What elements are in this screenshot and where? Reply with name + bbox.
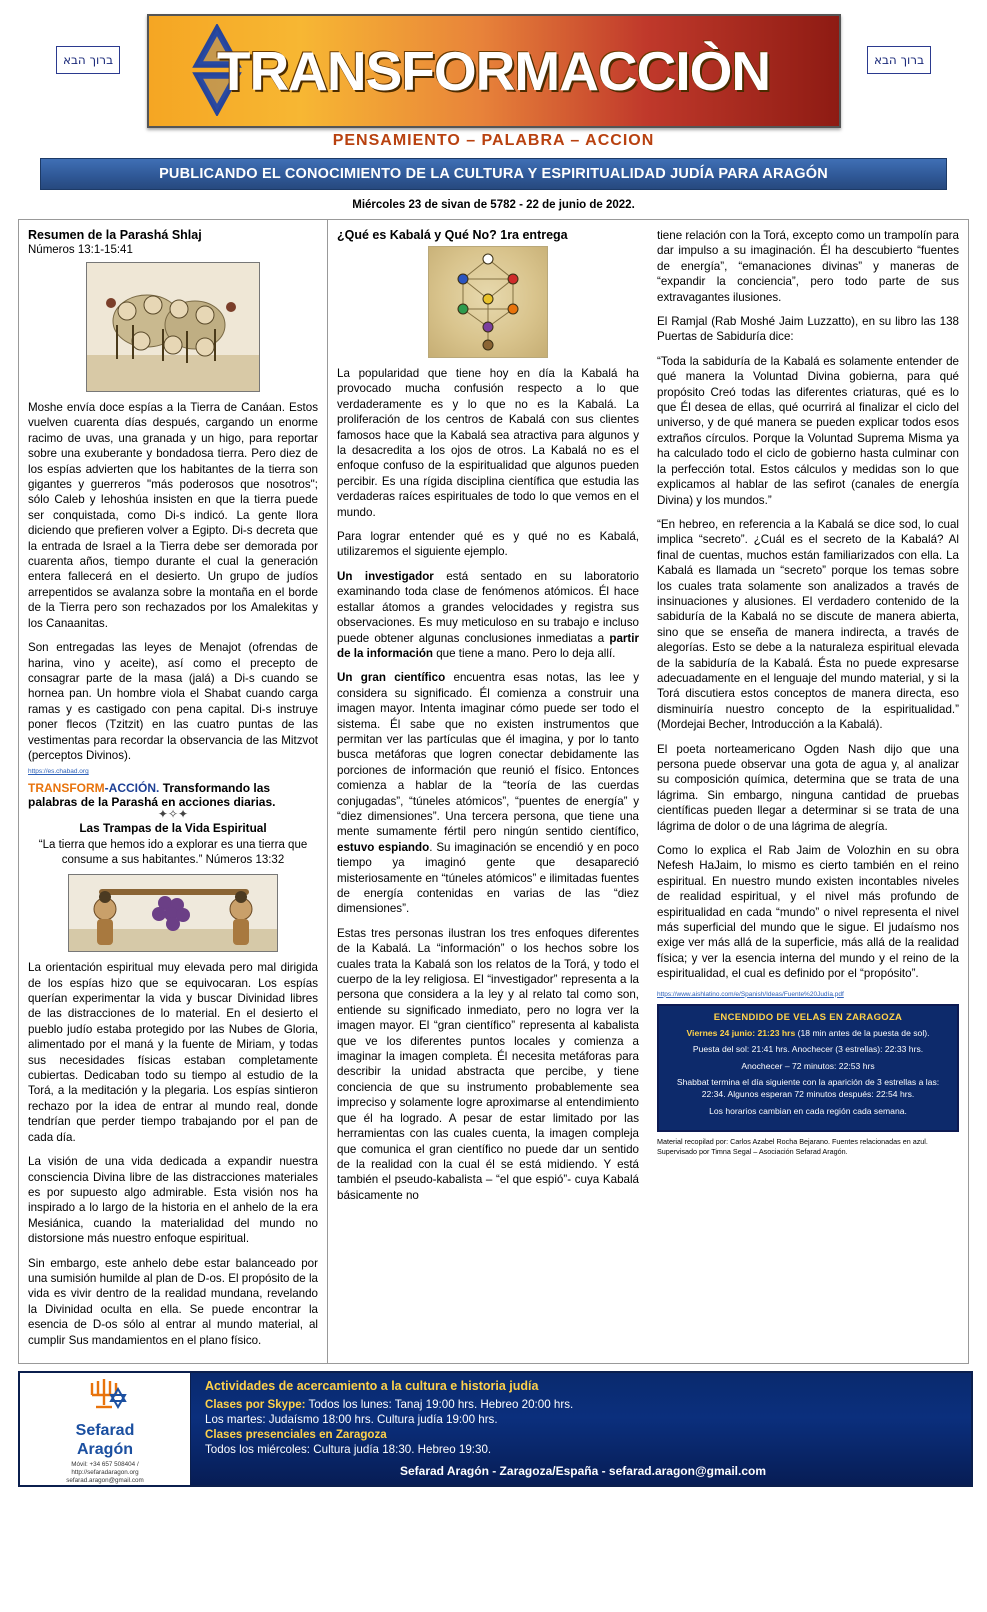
kabbalah-heading: ¿Qué es Kabalá y Qué No? 1ra entrega [337, 228, 568, 242]
footer-line-2: Los martes: Judaísmo 18:00 hrs. Cultura judía 19:00 hrs. [205, 1413, 498, 1427]
footer-banner [18, 1371, 973, 1487]
transformaccion-rest: Transformando las palabras de la Parashá en acciones diarias. [28, 781, 276, 810]
scientist-text: encuentra esas notas, las lee y considera su significado. Él comienza a construir una imagen mayor. Intenta imaginar cómo puede ser todo el sistema. Él sabe que no existen instrumentos que permitan ver las partículas que él imagina, y por lo tanto busca metáforas que logren conectar debidamente las porciones de información que reunió el físico. Entonces comienza a hablar de la “teoría de las cuerdas conjugadas”, “túneles atómicos”, “puentes de energía” y “diez dimensiones”. Una tercera persona, que tiene una mente sumamente fértil pero ningún sentido científico, [337, 671, 639, 839]
credits-block [657, 1137, 959, 1156]
investigator-lead: Un investigador [337, 569, 434, 583]
candle-line-1 [667, 1028, 949, 1040]
logo-website[interactable]: http://sefaradaragon.org [71, 1468, 139, 1476]
column-kabbalah [328, 219, 648, 1364]
sefarad-logo [20, 1373, 191, 1485]
candle-line-3: Anochecer – 72 minutos: 22:53 hrs [741, 1060, 875, 1071]
candle-line-2: Puesta del sol: 21:41 hrs. Anochecer (3 estrellas): 22:33 hrs. [692, 1044, 924, 1055]
cont-paragraph-6: Como lo explica el Rab Jaim de Volozhin en su obra Nefesh HaJaim, lo mismo es cierto también en el reino espiritual. En nuestro mundo existen incontables niveles de realidad espiritual, y el nivel más profundo de espiritualidad en cada “mundo” o nivel representa el nivel más superficial del mundo que le sigue. El judaísmo nos exige ver más allá de la superficie, más allá de la realidad física; y ver la esencia interna del mundo y el reino de la espiritualidad, el cual es definido por el “propósito”. [657, 844, 959, 981]
trap-paragraph-2: La visión de una vida dedicada a expandir nuestra consciencia Divina libre de las distracciones materiales es por supuesto algo admirable. Esta visión nos ha inspirado a lo largo de la historia en el anhelo de la era Mesiánica, cuando la materialidad del mundo no distorsione más nuestro enfoque espiritual. [28, 1155, 318, 1246]
logo-name-line2: Aragón [77, 1440, 133, 1458]
candle-line-4: Shabbat termina el día siguiente con la aparición de 3 estrellas a las: 22:34. Algunos esperan 72 minutos después: 22:54 hrs. [676, 1077, 940, 1100]
tree-of-life-illustration [428, 246, 548, 358]
parasha-source-link[interactable]: https://es.chabad.org [28, 768, 89, 776]
kabbalah-paragraph-3 [337, 569, 639, 661]
candle-time: 21:23 hrs [755, 1027, 796, 1038]
parasha-paragraph-1: Moshe envía doce espías a la Tierra de Canáan. Estos vuelven cuarenta días después, cargando un enorme racimo de uvas, una granada y un higo, para reportar sobre una exuberante y bondadosa tierra. Pero diez de los espías advierten que los habitantes de la tierra son gigantes y guerreros "más poderosos que nosotros"; sólo Caleb y Iehoshúa insisten en que la tierra puede ser conquistada, como Di-s indicó. La gente llora diciendo que prefieren volver a Egipto. Di-s decreta que la entrada de Israel a la Tierra debe ser demorada por cuarenta años, tiempo durante el cual la generación entera fallecerá en el desierto. Un grupo de judíos arrepentidos se avalanza sobre la montaña en el borde de la Tierra pero son rechazados por los Amalekitas y los Canaanitas. [28, 401, 318, 630]
publication-title: TRANSFORMACCIÒN [216, 40, 771, 102]
candle-lighting-box [657, 1004, 959, 1133]
candle-day: Viernes 24 junio: [686, 1027, 756, 1038]
skype-label: Clases por Skype: [205, 1397, 306, 1411]
parasha-paragraph-2: Son entregadas las leyes de Menajot (ofrendas de harina, vino y aceite), así como el precepto de consagrar parte de la masa (jalá) a Di-s cuando se hornea pan. Un hombre viola el Shabat cuando carga ramas y es castigado con pena capital. Di-s instruye poner flecos (Tzitzit) en las cuatro puntas de las vestimentas para recordar la observancia de las Mitzvot (perceptos Divinos). [28, 641, 318, 762]
mission-bar-text: PUBLICANDO EL CONOCIMIENTO DE LA CULTURA Y ESPIRITUALIDAD JUDÍA PARA ARAGÓN [159, 166, 828, 182]
investigator-end: que tiene a mano. Pero lo deja allí. [433, 646, 616, 660]
credit-line-2: Supervisado por Timna Segal – Asociación Sefarad Aragón. [657, 1146, 848, 1156]
newsletter-page [0, 12, 987, 1612]
kabbalah-paragraph-5: Estas tres personas ilustran los tres enfoques diferentes de la Kabalá. La “información” o los hechos sobre los cuales trata la Kabalá son los relatos de la Torá, y todo el cuerpo de la ley religiosa. El “investigador” representa a la persona que considera a la ley y al relato tal como son, entiende su significado inmediato, pero no logra ver la imagen mayor. El “gran científico” representa al kabalista que ve los diferentes puntos locales y comienza a imaginar la imagen completa. Él necesita metáforas para describir la unidad abstracta que percibe, y tiene conciencia de que su instrumento probablemente sea impreciso y solamente logre aproximarse al entendimiento que él ha logrado. A pesar de estar limitado por las herramientas con las cuales cuenta, la imagen compleja que comunica el gran científico no puede dar un sentido de la realidad con la cual él se está midiendo. Y está también el pseudo-kabalista – “el que espió”- cuya Kabalá básicamente no [337, 926, 639, 1202]
candle-line-5: Los horarios cambian en cada región cada semana. [709, 1105, 907, 1116]
kabbalah-paragraph-1: La popularidad que tiene hoy en día la Kabalá ha provocado mucha confusión respecto a lo que verdaderamente es y lo que no es la Kabalá. La proliferación de los centros de Kabalá con sus clientes famosos hace que la Kabalá sea atractiva para algunos y la desacredita a los ojos de otros. La Kabalá no es el enfoque confuso de la espiritualidad que algunos pueden percibir. Es una rígida disciplina científica que estudia las verdaderas raíces espirituales de todo lo que vemos en el mundo. [337, 367, 639, 519]
credit-line-1: Material recopilad por: Carlos Azabel Rocha Bejarano. Fuentes relacionadas en azul. [657, 1137, 928, 1147]
parasha-reference: Números 13:1-15:41 [28, 244, 133, 256]
transformaccion-orange: TRANSFORM [28, 781, 105, 796]
parasha-heading: Resumen de la Parashá Shlaj [28, 228, 202, 242]
logo-name-line1: Sefarad [75, 1422, 135, 1440]
cont-paragraph-3: “Toda la sabiduría de la Kabalá es solamente entender de qué manera la Voluntad Divina gobierna, para qué propósito Creó todas las diferentes criaturas, qué es lo que Él desea de ellas, qué ocurrirá al finalizar el ciclo del universo, y de qué manera se pueden explicar todos esos extraños círculos. Porque la Voluntad Suprema Misma ya ha calculado todo el ciclo de gobierno hasta culminar con la perfección total. Estos cálculos y medidas son lo que explicamos al hablar de las sefirot (canales de energía Divina) y los mundos.” [657, 354, 959, 507]
logo-phone: Móvil: +34 657 508404 / [71, 1460, 139, 1468]
torah-quote: “La tierra que hemos ido a explorar es una tierra que consume a sus habitantes.” Números 13:32 [38, 839, 308, 867]
column-parasha [18, 219, 328, 1364]
investigator-bold2: partir de la información [337, 631, 639, 660]
hebrew-blessing-right: ברוך הבא [867, 46, 931, 74]
dateline: Miércoles 23 de sivan de 5782 - 22 de junio de 2022. [352, 199, 635, 211]
transformaccion-blue: -ACCIÓN. [104, 781, 160, 796]
ornament-divider: ✦✧✦ [157, 807, 189, 822]
transformaccion-heading [28, 781, 318, 809]
presencial-label: Clases presenciales en Zaragoza [205, 1428, 387, 1442]
investigator-text: está sentado en su laboratorio examinando toda clase de fenómenos atómicos. Él hace estallar átomos a grandes velocidades y registra sus observaciones. Es muy meticuloso en su trabajo e incluso puede obtener algunas conclusiones inmediatas a [337, 569, 639, 645]
grapes-illustration [68, 874, 278, 952]
hebrew-blessing-left: ברוך הבא [56, 46, 120, 74]
logo-email[interactable]: sefarad.aragon@gmail.com [66, 1476, 144, 1484]
cont-paragraph-2: El Ramjal (Rab Moshé Jaim Luzzatto), en su libro las 138 Puertas de Sabiduría dice: [657, 315, 959, 344]
column-kabbalah-cont [648, 219, 969, 1364]
skype-text: Todos los lunes: Tanaj 19:00 hrs. Hebreo 20:00 hrs. [305, 1397, 574, 1411]
footer-line-1 [205, 1397, 961, 1412]
content-columns [18, 219, 969, 1364]
masthead-banner [147, 14, 841, 128]
kabbalah-source-link[interactable]: https://www.aishlatino.com/e/Spanish/Ideas/Fuente%20Judía.pdf [657, 990, 844, 998]
cont-paragraph-5: El poeta norteamericano Ogden Nash dijo que una persona puede observar una gota de agua y, al analizar su composición química, determina que se trata de una lágrima. Sin embargo, ninguna cantidad de pruebas científicas pueden llegar a determinar si se trata de una lágrima de dolor o de una lágrima de alegría. [657, 742, 959, 833]
cont-paragraph-1: tiene relación con la Torá, excepto como un trampolín para dar impulso a su imaginación. Él ha descubierto “fuentes de energía”, “emanaciones divinas” y maneras de “expandir la conciencia”, pero todo parte de sus extravagantes ilusiones. [657, 229, 959, 304]
kabbalah-paragraph-4 [337, 670, 639, 917]
scientist-lead: Un gran científico [337, 671, 446, 685]
spies-illustration [86, 262, 260, 392]
publication-subtitle: PENSAMIENTO – PALABRA – ACCION [332, 132, 655, 149]
scientist-end: . Su imaginación se encendió y en poco tiempo ya imaginó gente que desapareció misteriosamente en “túneles atómicos” e ilimitadas fuentes de energía contenidas en varias de las “diez dimensiones”. [337, 840, 639, 916]
kabbalah-paragraph-2: Para lograr entender qué es y qué no es Kabalá, utilizaremos el siguiente ejemplo. [337, 530, 639, 559]
spy-bold: estuvo espiando [337, 840, 430, 854]
masthead [18, 12, 969, 130]
candle-box-title: ENCENDIDO DE VELAS EN ZARAGOZA [713, 1011, 903, 1023]
footer-line-4: Todos los miércoles: Cultura judía 18:30. Hebreo 19:30. [205, 1443, 492, 1457]
footer-contact: Sefarad Aragón - Zaragoza/España - sefarad.aragon@gmail.com [399, 1464, 767, 1479]
footer-activities [191, 1373, 971, 1485]
footer-line-3 [205, 1427, 961, 1442]
cont-paragraph-4: “En hebreo, en referencia a la Kabalá se dice sod, lo cual implica “secreto”. ¿Cuál es el secreto de la Kabalá? Al final de cuentas, muchos están familiarizados con ella. La Kabalá es llamada un “secreto” porque los temas sobre los cuales trata solamente son analizados a través de insinuaciones y alusiones. El verdadero contenido de la sabiduría de la Kabalá no se discute de manera abierta, sino que se enseña de manera indirecta, a través de alegorías. Esto se debe a la naturaleza espiritual elevada de la sabiduría de la Kabalá. Ésta no puede expresarse adecuadamente en el lenguaje del mundo material, y si la Torá discutiera estos conceptos de manera directa, eso disminuiría nuestro concepto de la espiritualidad.” (Mordejai Becher, Introducción a la Kabalá). [657, 517, 959, 732]
footer-title: Actividades de acercamiento a la cultura e historia judía [205, 1378, 539, 1393]
mission-bar [40, 158, 947, 190]
trap-section-title: Las Trampas de la Vida Espiritual [79, 821, 267, 836]
trap-paragraph-1: La orientación espiritual muy elevada pero mal dirigida de los espías hizo que se equivocaran. Los espías querían experimentar la vida y buscar Divinidad libres de las distracciones de lo material. En el desierto el pueblo judío estaba protegido por las Nubes de Gloria, alimentado por el maná y la fuente de Miriam, y todas sus necesidades físicas estaban completamente cubiertas. Dedicaban todo su tiempo al estudio de la Torá, a la meditación y la plegaria. Los espías sintieron rechazo por la idea de entrar al mundo real, donde tendrían que perder tiempo trabajando por el pan de cada día. [28, 961, 318, 1144]
candle-note: (18 min antes de la puesta de sol). [795, 1027, 930, 1038]
menorah-star-icon [78, 1373, 132, 1421]
trap-paragraph-3: Sin embargo, este anhelo debe estar balanceado por una sumisión humilde al plan de D-os. El propósito de la vida es vivir dentro de la realidad mundana, revelando la Divinidad oculta en ella. Se puede encontrar la esencia de D-os sólo al entrar al mundo material, al cumplir Sus mandamientos en el plano físico. [28, 1256, 318, 1347]
